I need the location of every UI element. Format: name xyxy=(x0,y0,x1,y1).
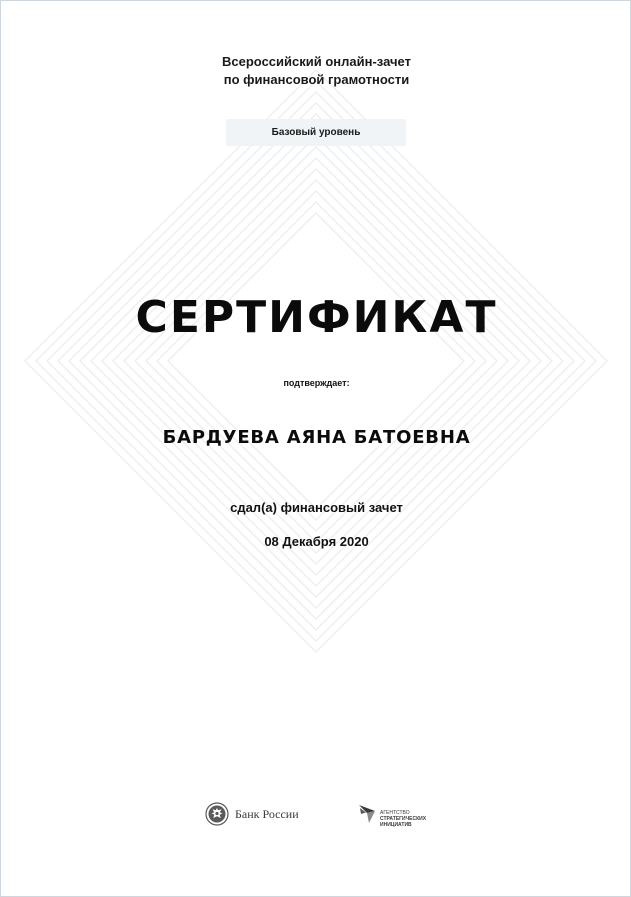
bank-of-russia-logo xyxy=(205,801,299,827)
asi-name-line1: АГЕНТСТВО xyxy=(380,810,410,816)
asi-arrow-logo-icon xyxy=(358,802,378,826)
level-badge: Базовый уровень xyxy=(226,119,406,146)
double-headed-eagle-emblem-icon xyxy=(205,802,229,826)
issue-date: 08 Декабря 2020 xyxy=(264,534,369,549)
confirms-label: подтверждает: xyxy=(283,378,350,388)
header-title-line2: по финансовой грамотности xyxy=(223,72,410,87)
recipient-name: БАРДУЕВА АЯНА БАТОЕВНА xyxy=(162,427,471,448)
asi-logo xyxy=(358,798,426,830)
pattern-center-fill xyxy=(175,220,458,503)
asi-name-line2: СТРАТЕГИЧЕСКИХ xyxy=(380,816,427,822)
header-title-line1: Всероссийский онлайн-зачет xyxy=(222,54,411,69)
bank-name-text: Банк России xyxy=(235,806,299,821)
passed-statement: сдал(а) финансовый зачет xyxy=(230,500,403,515)
certificate-title: СЕРТИФИКАТ xyxy=(135,292,498,343)
asi-name-line3: ИНИЦИАТИВ xyxy=(380,822,412,828)
asi-name-text xyxy=(380,810,426,828)
